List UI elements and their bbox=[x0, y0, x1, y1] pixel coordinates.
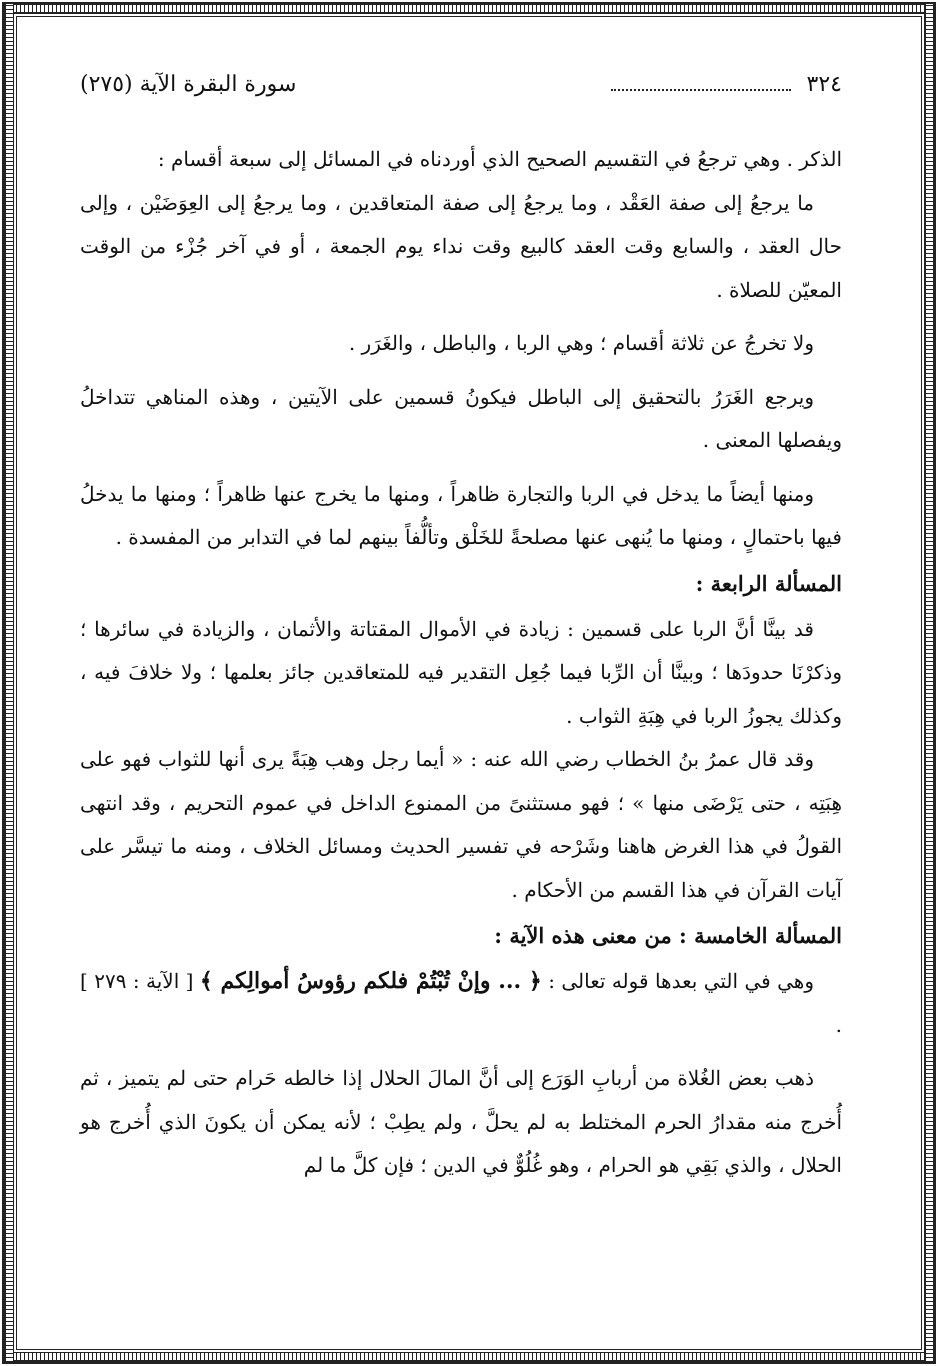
ornament-border-top bbox=[4, 4, 934, 14]
paragraph: ذهب بعض الغُلاة من أربابِ الوَرَع إلى أنَّ المالَ الحلال إذا خالطه حَرام حتى لم يتميز ، ثم أُخرج منه مقدارُ الحرم المختلط به لم يحلَّ ، ولم يطِبْ ؛ لأنه يمكن أن يكونَ الذي أُخرج هو الحلال ، والذي بَقِي هو الحرام ، وهو غُلُوٌّ في الدين ؛ فإن كلَّ ما لم bbox=[80, 1066, 842, 1177]
page-number: ٣٢٤ bbox=[806, 71, 842, 97]
verse-reference: [ الآية : ٢٧٩ ] . bbox=[80, 969, 842, 1037]
paragraph: ويرجع الغَرَرُ بالتحقيق إلى الباطل فيكونُ قسمين على الآيتين ، وهذه المناهي تتداخلُ ويفصلها المعنى . bbox=[80, 384, 842, 452]
paragraph: وقد قال عمرُ بنُ الخطاب رضي الله عنه : « أيما رجل وهب هِبَةً يرى أنها للثواب فهو على هِبَتِه ، حتى يَرْضَى منها » ؛ فهو مستثنىً من الممنوع الداخل في عموم التحريم ، وقد انتهى القولُ في هذا الغرض هاهنا وشَرْحه في تفسير الحديث ومسائل الخلاف ، ومنه ما تيسَّر على آيات القرآن في هذا القسم من الأحكام . bbox=[80, 747, 842, 902]
verse-intro: وهي في التي بعدها قوله تعالى : bbox=[548, 969, 815, 993]
ornament-border-left bbox=[4, 4, 14, 1362]
paragraph: ولا تخرجُ عن ثلاثة أقسام ؛ وهي الربا ، والباطل ، والغَرَر . bbox=[348, 331, 814, 355]
paragraph: قد بينَّا أنَّ الربا على قسمين : زيادة في الأموال المقتاتة والأثمان ، والزيادة في سائرها ؛ وذكرْنَا حدودَها ؛ وبينَّا أن الرِّبا فيما جُعِل التقدير فيه للمتعاقدين جائز بعلمها ؛ ولا خلافَ فيه ، وكذلك يجوزُ الربا في هِبَةِ الثواب . bbox=[80, 616, 842, 728]
paragraph: ومنها أيضاً ما يدخل في الربا والتجارة ظاهراً ، ومنها ما يخرج عنها ظاهراً ؛ ومنها ما يدخلُ فيها باحتمالٍ ، ومنها ما يُنهى عنها مصلحةً للخَلْق وتألُّفاً بينهم لما في التدابر من المفسدة . bbox=[80, 481, 842, 549]
ornament-border-bottom bbox=[4, 1352, 934, 1362]
page-content bbox=[80, 64, 842, 1188]
header-page-number-group bbox=[611, 72, 842, 97]
surah-title: سورة البقرة الآية (٢٧٥) bbox=[80, 71, 297, 97]
section-heading: المسألة الخامسة : من معنى هذه الآية : bbox=[494, 923, 842, 948]
section-heading: المسألة الرابعة : bbox=[695, 570, 842, 596]
paragraph: الذكر . وهي ترجعُ في التقسيم الصحيح الذي أوردناه في المسائل إلى سبعة أقسام : bbox=[157, 147, 842, 171]
quran-verse: ﴿ ... وإنْ تُبْتُمْ فلكم رؤوسُ أموالِكم ﴾ bbox=[199, 968, 542, 994]
running-header bbox=[80, 64, 842, 104]
paragraph: ما يرجعُ إلى صفة العَقْد ، وما يرجعُ إلى صفة المتعاقدين ، وما يرجعُ إلى العِوَضَيْن ، وإلى حال العقد ، والسابع وقت العقد كالبيع وقت نداء يوم الجمعة ، أو في آخر جُزْء من الوقت المعيّن للصلاة . bbox=[80, 190, 842, 302]
paragraph-with-verse bbox=[80, 960, 842, 1047]
header-leader-dots bbox=[611, 77, 791, 91]
ornament-border-right bbox=[924, 4, 934, 1362]
